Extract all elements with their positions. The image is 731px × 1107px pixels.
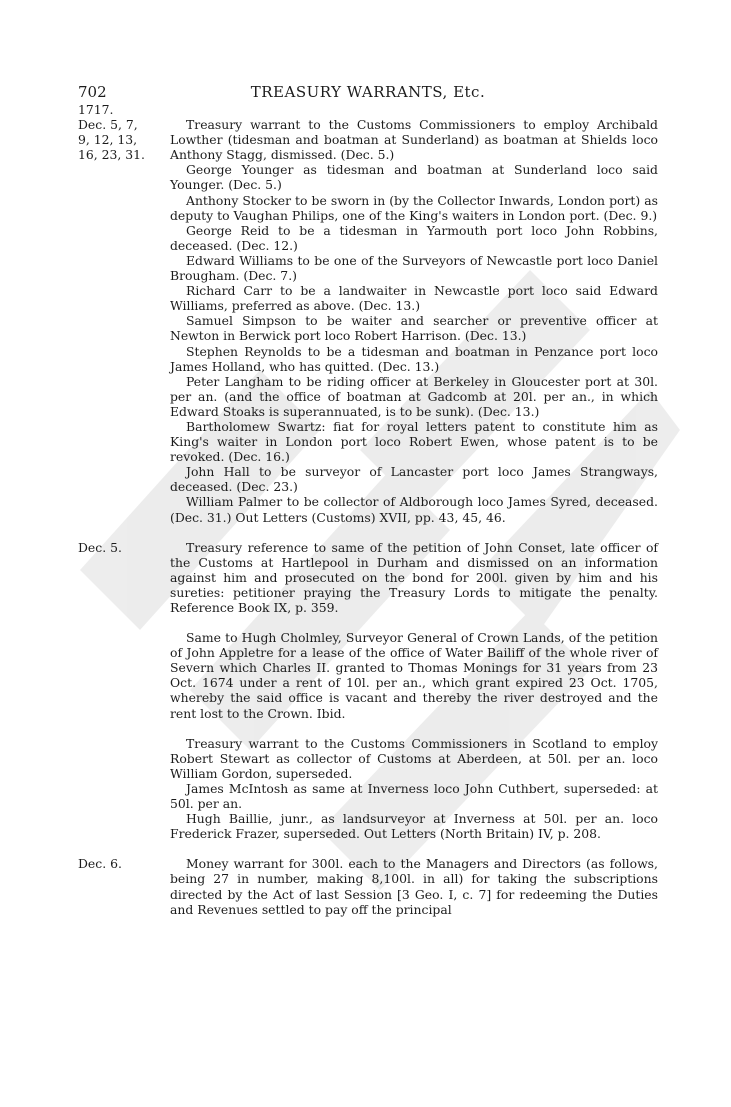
entry-text bbox=[170, 736, 658, 842]
paragraph: Samuel Simpson to be waiter and searcher or preventive officer at Newton in Berwick port loco Robert Harrison. (Dec. 13.) bbox=[170, 313, 658, 344]
paragraph: John Hall to be surveyor of Lancaster port loco James Strangways, deceased. (Dec. 23.) bbox=[170, 464, 658, 495]
paragraph: Treasury reference to same of the petition of John Conset, late officer of the Customs at Hartlepool in Durham and dismissed on an information against him and prosecuted on the bond for 200l. given by him and his sureties: petitioner praying the Treasury Lords to mitigate the penalty. Reference Book IX, p. 359. bbox=[170, 539, 658, 615]
date-line: Dec. 5. bbox=[78, 539, 122, 555]
paragraph: Bartholomew Swartz: fiat for royal letters patent to constitute him as King's waiter in London port loco Robert Ewen, whose patent is to be revoked. (Dec. 16.) bbox=[170, 418, 658, 465]
paragraph: Anthony Stocker to be sworn in (by the Collector Inwards, London port) as deputy to Vaughan Philips, one of the King's waiters in London port. (Dec. 9.) bbox=[170, 192, 658, 223]
entry-text bbox=[170, 630, 658, 721]
date-line: Dec. 6. bbox=[78, 856, 122, 872]
running-title: TREASURY WARRANTS, Etc. bbox=[250, 83, 486, 101]
paragraph: George Younger as tidesman and boatman at Sunderland loco said Younger. (Dec. 5.) bbox=[170, 162, 658, 193]
entry-date bbox=[78, 630, 170, 721]
paragraph: Stephen Reynolds to be a tidesman and boatman in Penzance port loco James Holland, who has quitted. (Dec. 13.) bbox=[170, 343, 658, 374]
entry-date bbox=[78, 117, 170, 525]
paragraph: Edward Williams to be one of the Surveyors of Newcastle port loco Daniel Brougham. (Dec. 7.) bbox=[170, 252, 658, 284]
paragraph: James McIntosh as same at Inverness loco John Cuthbert, superseded: at 50l. per an. bbox=[170, 780, 658, 812]
entry-scotland-customs bbox=[78, 736, 658, 842]
paragraph: Treasury warrant to the Customs Commissioners to employ Archibald Lowther (tidesman and boatman at Sunderland) as boatman at Shields loco Anthony Stagg, dismissed. (Dec. 5.) bbox=[170, 117, 658, 163]
page-number: 702 bbox=[78, 83, 107, 101]
entry-text bbox=[170, 540, 658, 615]
entry-text bbox=[170, 117, 658, 525]
entry-dec-5 bbox=[78, 540, 658, 615]
paragraph: Hugh Baillie, junr., as landsurveyor at Inverness at 50l. per an. loco Frederick Frazer, superseded. Out Letters (North Britain) IV, p. 208. bbox=[170, 811, 658, 842]
year-heading: 1717. bbox=[78, 102, 114, 117]
paragraph: Peter Langham to be riding officer at Berkeley in Gloucester port at 30l. per an. (and the office of boatman at Gadcomb at 20l. per an., in which Edward Stoaks is superannuated, is to be sunk). (Dec. 13.) bbox=[170, 373, 658, 419]
paragraph: George Reid to be a tidesman in Yarmouth port loco John Robbins, deceased. (Dec. 12.) bbox=[170, 222, 658, 253]
paragraph: Richard Carr to be a landwaiter in Newcastle port loco said Edward Williams, preferred as above. (Dec. 13.) bbox=[170, 283, 658, 314]
entry-text bbox=[170, 856, 658, 916]
paragraph: Money warrant for 300l. each to the Managers and Directors (as follows, being 27 in number, making 8,100l. in all) for taking the subscriptions directed by the Act of last Session [3 Geo. I, c. 7] for redeeming the Duties and Revenues settled to pay off the principal bbox=[170, 856, 658, 917]
entry-dec-5-31 bbox=[78, 117, 658, 525]
entry-date bbox=[78, 856, 170, 916]
date-line: Dec. 5, 7, bbox=[78, 117, 138, 133]
document-body bbox=[78, 102, 658, 917]
entry-date bbox=[78, 736, 170, 842]
date-line: 16, 23, 31. bbox=[78, 147, 145, 163]
paragraph: William Palmer to be collector of Aldborough loco James Syred, deceased. (Dec. 31.) Out Letters (Customs) XVII, pp. 43, 45, 46. bbox=[170, 494, 658, 525]
paragraph: Treasury warrant to the Customs Commissioners in Scotland to employ Robert Stewart as collector of Customs at Aberdeen, at 50l. per an. loco William Gordon, superseded. bbox=[170, 735, 658, 781]
date-line: 9, 12, 13, bbox=[78, 132, 138, 148]
entry-crown-lands bbox=[78, 630, 658, 721]
entry-dec-6 bbox=[78, 856, 658, 916]
paragraph: Same to Hugh Cholmley, Surveyor General of Crown Lands, of the petition of John Appletre for a lease of the office of Water Bailiff of the whole river of Severn which Charles II. granted to Thomas Monings for 31 years from 23 Oct. 1674 under a rent of 10l. per an., which grant expired 23 Oct. 1705, whereby the said office is vacant and thereby the river destroyed and the rent lost to the Crown. Ibid. bbox=[170, 630, 658, 721]
entry-date bbox=[78, 540, 170, 615]
